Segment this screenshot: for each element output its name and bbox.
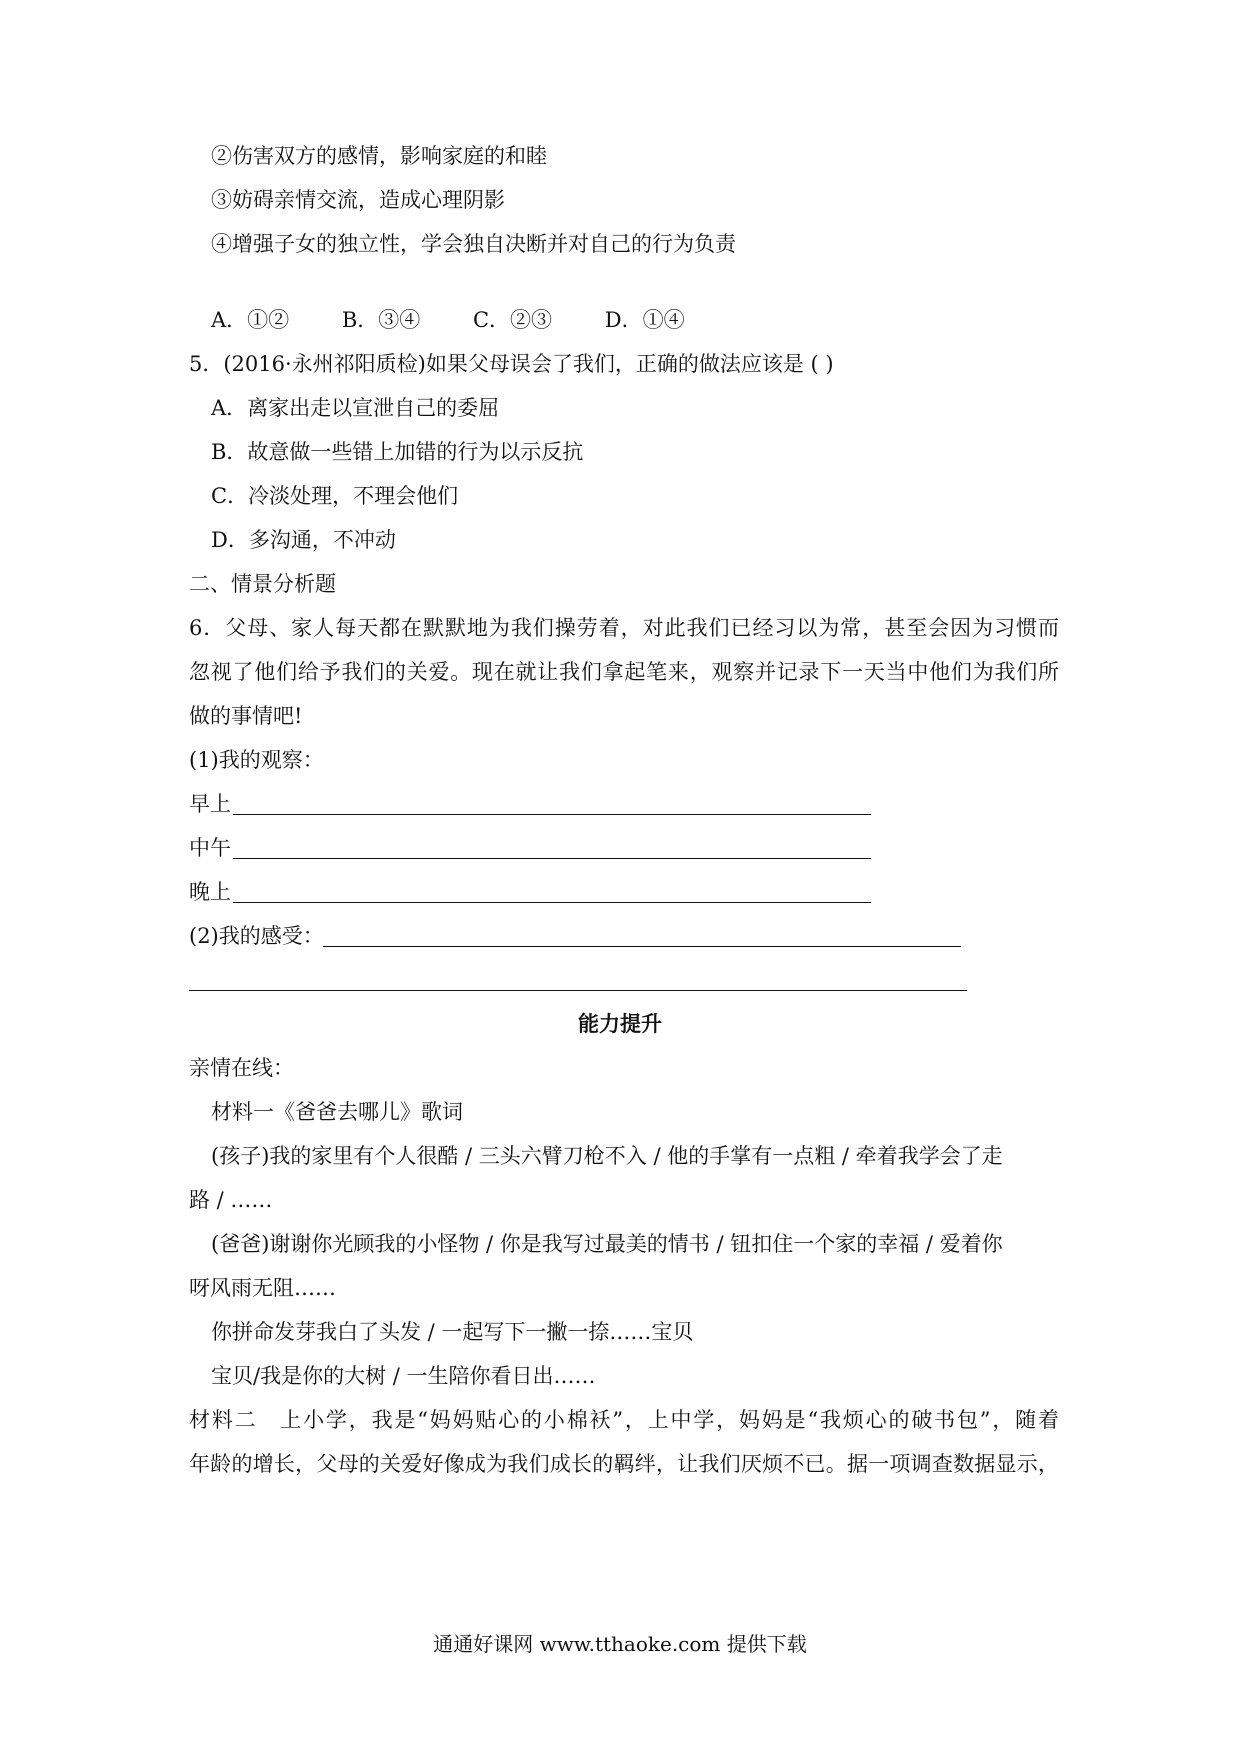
q4-option-d: D．①④ bbox=[604, 308, 685, 332]
feeling-row bbox=[189, 922, 324, 950]
material-1-title: 材料一《爸爸去哪儿》歌词 bbox=[211, 1100, 463, 1124]
evening-row bbox=[189, 878, 231, 906]
q4-option-a: A．①② bbox=[211, 308, 290, 332]
noon-label: 中午 bbox=[189, 836, 231, 860]
q4-item-3: ③妨碍亲情交流，造成心理阴影 bbox=[211, 188, 505, 212]
ability-intro: 亲情在线： bbox=[189, 1056, 294, 1080]
noon-answer-line[interactable] bbox=[233, 858, 871, 859]
q4-option-b: B．③④ bbox=[341, 308, 421, 332]
q5-option-b: B．故意做一些错上加错的行为以示反抗 bbox=[211, 440, 584, 464]
q4-option-c: C．②③ bbox=[472, 308, 553, 332]
q6-line-3: 做的事情吧! bbox=[189, 704, 303, 728]
material-1-line-3: (爸爸)谢谢你光顾我的小怪物 / 你是我写过最美的情书 / 钮扣住一个家的幸福 / 爱着你 bbox=[211, 1232, 1003, 1256]
page-footer: 通通好课网 www.tthaoke.com 提供下载 bbox=[433, 1632, 807, 1656]
material-1-line-6: 宝贝/我是你的大树 / 一生陪你看日出…… bbox=[211, 1364, 596, 1388]
ability-title: 能力提升 bbox=[578, 1011, 662, 1036]
feeling-label: (2)我的感受： bbox=[189, 924, 324, 948]
q6-line-2: 忽视了他们给予我们的关爱。现在就让我们拿起笔来，观察并记录下一天当中他们为我们所 bbox=[189, 660, 1059, 684]
q4-item-2: ②伤害双方的感情，影响家庭的和睦 bbox=[211, 144, 547, 168]
evening-answer-line[interactable] bbox=[233, 902, 871, 903]
q5-option-d: D．多沟通，不冲动 bbox=[211, 528, 396, 552]
feeling-answer-line-2[interactable] bbox=[189, 990, 967, 991]
q4-item-4: ④增强子女的独立性，学会独自决断并对自己的行为负责 bbox=[211, 232, 736, 256]
material-2-line-2: 年龄的增长，父母的关爱好像成为我们成长的羁绊，让我们厌烦不已。据一项调查数据显示， bbox=[189, 1452, 1059, 1476]
q6-line-1: 6．父母、家人每天都在默默地为我们操劳着，对此我们已经习以为常，甚至会因为习惯而 bbox=[189, 616, 1059, 640]
q5-stem: 5．(2016·永州祁阳质检)如果父母误会了我们，正确的做法应该是 ( ) bbox=[189, 352, 834, 376]
material-1-line-2: 路 / …… bbox=[189, 1188, 273, 1212]
feeling-answer-line[interactable] bbox=[323, 946, 961, 947]
q5-option-c: C．冷淡处理，不理会他们 bbox=[211, 484, 459, 508]
morning-answer-line[interactable] bbox=[233, 814, 871, 815]
material-2-line-1: 材料二 上小学，我是“妈妈贴心的小棉袄”，上中学，妈妈是“我烦心的破书包”，随着 bbox=[189, 1408, 1059, 1432]
evening-label: 晚上 bbox=[189, 880, 231, 904]
sub-question-1: (1)我的观察： bbox=[189, 748, 324, 772]
noon-row bbox=[189, 834, 231, 862]
material-1-line-4: 呀风雨无阻…… bbox=[189, 1276, 336, 1300]
section-title: 二、情景分析题 bbox=[189, 572, 336, 596]
morning-row bbox=[189, 790, 231, 818]
material-1-line-5: 你拼命发芽我白了头发 / 一起写下一撇一捺……宝贝 bbox=[211, 1320, 694, 1344]
q4-options bbox=[211, 306, 731, 334]
morning-label: 早上 bbox=[189, 792, 231, 816]
q5-option-a: A．离家出走以宣泄自己的委屈 bbox=[211, 396, 500, 420]
material-1-line-1: (孩子)我的家里有个人很酷 / 三头六臂刀枪不入 / 他的手掌有一点粗 / 牵着我学会了走 bbox=[211, 1144, 1003, 1168]
